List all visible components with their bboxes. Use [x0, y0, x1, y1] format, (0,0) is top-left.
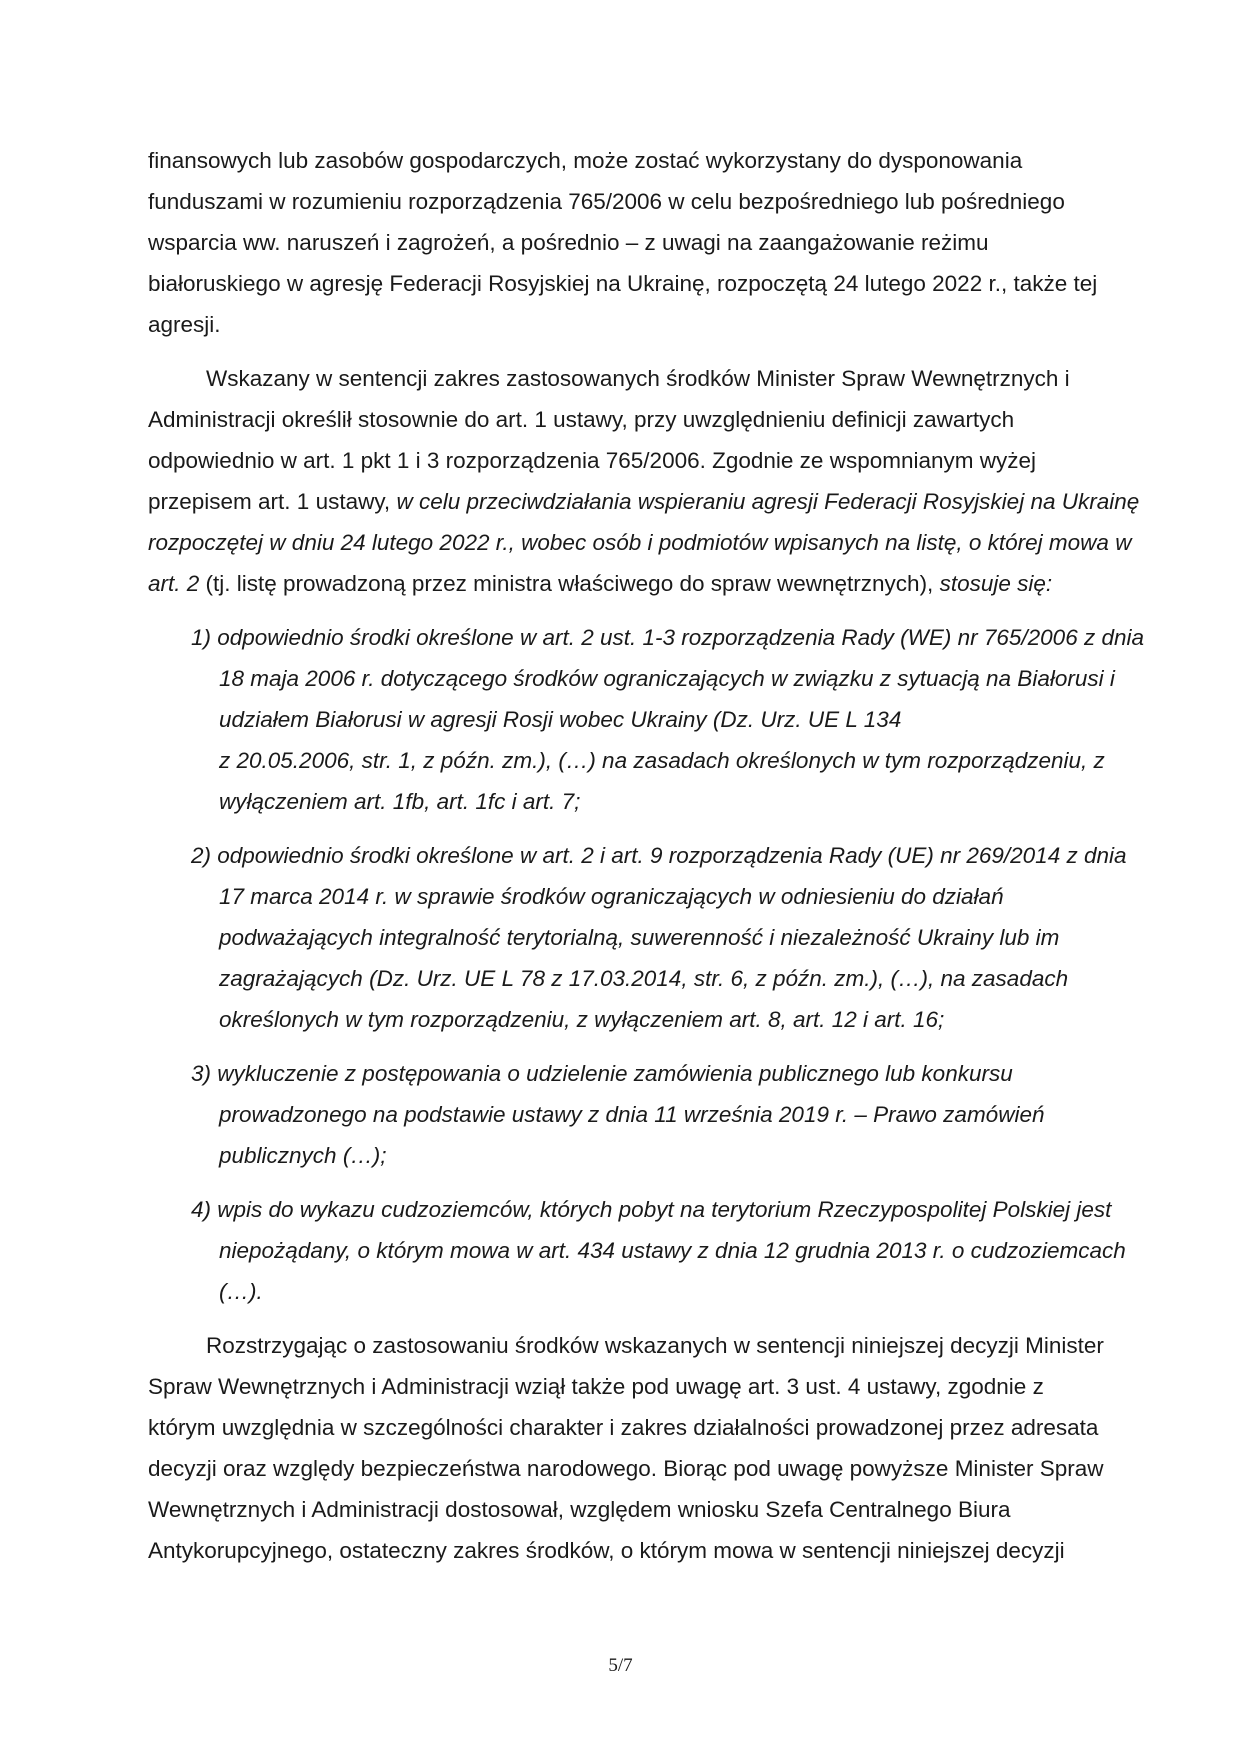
quoted-text: stosuje się:	[939, 571, 1053, 596]
text-line: odpowiednio w art. 1 pkt 1 i 3 rozporządzenia 765/2006. Zgodnie ze wspomnianym wyżej	[148, 448, 1037, 473]
list-item-line: 1) odpowiednio środki określone w art. 2 ust. 1-3 rozporządzenia Rady (WE) nr 765/2006 z dnia	[191, 625, 1144, 650]
text-line: funduszami w rozumieniu rozporządzenia 765/2006 w celu bezpośredniego lub pośredniego	[148, 189, 1065, 214]
quoted-text: rozpoczętej w dniu 24 lutego 2022 r., wobec osób i podmiotów wpisanych na listę, o której mowa w	[148, 530, 1132, 555]
text-line: wsparcia ww. naruszeń i zagrożeń, a pośrednio – z uwagi na zaangażowanie reżimu	[148, 230, 989, 255]
list-item-line: prowadzonego na podstawie ustawy z dnia 11 września 2019 r. – Prawo zamówień	[219, 1102, 1045, 1127]
list-item-line: określonych w tym rozporządzeniu, z wyłączeniem art. 8, art. 12 i art. 16;	[219, 1007, 945, 1032]
list-item-line: podważających integralność terytorialną, suwerenność i niezależność Ukrainy lub im	[219, 925, 1060, 950]
list-item-line: wyłączeniem art. 1fb, art. 1fc i art. 7;	[219, 789, 581, 814]
page-number: 5/7	[608, 1655, 633, 1676]
list-item-line: 3) wykluczenie z postępowania o udzielenie zamówienia publicznego lub konkursu	[191, 1061, 1013, 1086]
text-line	[148, 573, 1052, 596]
text-line: Wewnętrznych i Administracji dostosował, względem wniosku Szefa Centralnego Biura	[148, 1497, 1011, 1522]
text-line: Administracji określił stosownie do art. 1 ustawy, przy uwzględnieniu definicji zawartych	[148, 407, 1015, 432]
list-item-line: 17 marca 2014 r. w sprawie środków ograniczających w odniesieniu do działań	[219, 884, 1004, 909]
quoted-text: w celu przeciwdziałania wspieraniu agresji Federacji Rosyjskiej na Ukrainę	[396, 489, 1140, 514]
quoted-text: art. 2	[148, 571, 200, 596]
list-item-line: zagrażających (Dz. Urz. UE L 78 z 17.03.2014, str. 6, z późn. zm.), (…), na zasadach	[219, 966, 1069, 991]
text-line: Rozstrzygając o zastosowaniu środków wskazanych w sentencji niniejszej decyzji Minister	[206, 1333, 1104, 1358]
text-line: finansowych lub zasobów gospodarczych, może zostać wykorzystany do dysponowania	[148, 148, 1023, 173]
list-item-line: z 20.05.2006, str. 1, z późn. zm.), (…) na zasadach określonych w tym rozporządzeniu, z	[219, 748, 1105, 773]
list-item-line: 18 maja 2006 r. dotyczącego środków ograniczających w związku z sytuacją na Białorusi i	[219, 666, 1115, 691]
text-line: którym uwzględnia w szczególności charakter i zakres działalności prowadzonej przez adresata	[148, 1415, 1099, 1440]
text-line: białoruskiego w agresję Federacji Rosyjskiej na Ukrainę, rozpoczętą 24 lutego 2022 r., także tej	[148, 271, 1098, 296]
list-item-line: 2) odpowiednio środki określone w art. 2 i art. 9 rozporządzenia Rady (UE) nr 269/2014 z dnia	[191, 843, 1127, 868]
text-span: przepisem art. 1 ustawy,	[148, 489, 397, 514]
text-line: Wskazany w sentencji zakres zastosowanych środków Minister Spraw Wewnętrznych i	[206, 366, 1070, 391]
text-line	[148, 491, 1139, 514]
text-line: Spraw Wewnętrznych i Administracji wziął także pod uwagę art. 3 ust. 4 ustawy, zgodnie z	[148, 1374, 1044, 1399]
text-line: agresji.	[148, 312, 221, 337]
list-item-line: udziałem Białorusi w agresji Rosji wobec Ukrainy (Dz. Urz. UE L 134	[219, 707, 902, 732]
text-line: Antykorupcyjnego, ostateczny zakres środków, o którym mowa w sentencji niniejszej decyzji	[148, 1538, 1065, 1563]
list-item-line: (…).	[219, 1279, 263, 1304]
list-item-line: niepożądany, o którym mowa w art. 434 ustawy z dnia 12 grudnia 2013 r. o cudzoziemcach	[219, 1238, 1126, 1263]
list-item-line: publicznych (…);	[219, 1143, 387, 1168]
text-span: (tj. listę prowadzoną przez ministra właściwego do spraw wewnętrznych),	[199, 571, 940, 596]
list-item-line: 4) wpis do wykazu cudzoziemców, których pobyt na terytorium Rzeczypospolitej Polskiej jest	[191, 1197, 1112, 1222]
text-line: decyzji oraz względy bezpieczeństwa narodowego. Biorąc pod uwagę powyższe Minister Spraw	[148, 1456, 1104, 1481]
